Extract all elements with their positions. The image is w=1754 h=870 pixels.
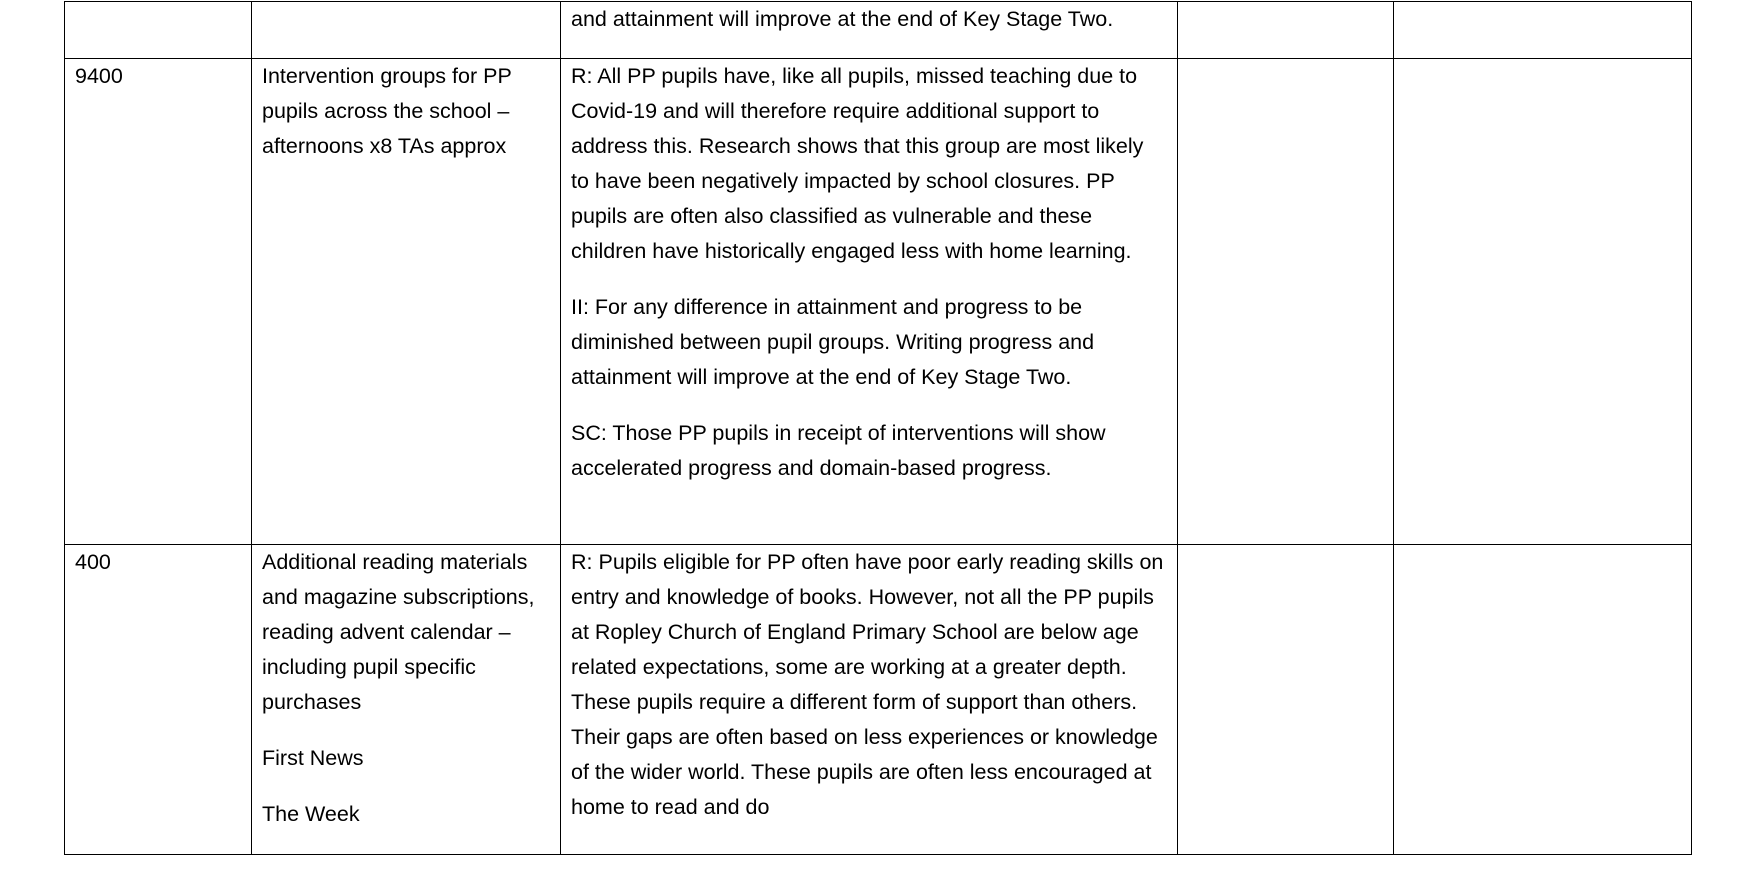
- rationale-paragraph: SC: Those PP pupils in receipt of interventions will show accelerated progress and domain-based progress.: [571, 421, 1106, 480]
- activity-cell: [252, 2, 561, 59]
- activity-text: Additional reading materials and magazine subscriptions, reading advent calendar – including pupil specific purchases: [262, 550, 535, 714]
- cost-cell: [65, 2, 252, 59]
- cost-cell: [65, 59, 252, 545]
- rationale-cell: [561, 545, 1178, 855]
- empty-cell: [1394, 545, 1692, 855]
- table-row: [65, 59, 1692, 545]
- empty-cell: [1394, 59, 1692, 545]
- activity-text: The Week: [262, 802, 360, 826]
- activity-cell: [252, 59, 561, 545]
- empty-cell: [1178, 2, 1394, 59]
- rationale-cell: [561, 59, 1178, 545]
- empty-cell: [1178, 59, 1394, 545]
- table-row-continued: [65, 2, 1692, 59]
- activity-text: Intervention groups for PP pupils across the school – afternoons x8 TAs approx: [262, 64, 512, 158]
- rationale-paragraph: R: All PP pupils have, like all pupils, missed teaching due to Covid-19 and will therefore require additional support to address this. Research shows that this group are most likely to have been negatively impacted by school closures. PP pupils are often also classified as vulnerable and these children have historically engaged less with home learning.: [571, 64, 1144, 263]
- cost-value: 9400: [75, 64, 123, 88]
- rationale-cell: [561, 2, 1178, 59]
- rationale-paragraph: R: Pupils eligible for PP often have poor early reading skills on entry and knowledge of books. However, not all the PP pupils at Ropley Church of England Primary School are below age related expectations, some are working at a greater depth. These pupils require a different form of support than others. Their gaps are often based on less experiences or knowledge of the wider world. These pupils are often less encouraged at home to read and do: [571, 550, 1164, 819]
- empty-cell: [1178, 545, 1394, 855]
- activity-text: First News: [262, 746, 364, 770]
- cost-value: 400: [75, 550, 111, 574]
- table-row: [65, 545, 1692, 855]
- rationale-continued-text: and attainment will improve at the end of Key Stage Two.: [571, 7, 1114, 31]
- activity-cell: [252, 545, 561, 855]
- empty-cell: [1394, 2, 1692, 59]
- cost-cell: [65, 545, 252, 855]
- pupil-premium-spending-table: [64, 1, 1692, 855]
- rationale-paragraph: II: For any difference in attainment and progress to be diminished between pupil groups. Writing progress and attainment will improve at the end of Key Stage Two.: [571, 295, 1095, 389]
